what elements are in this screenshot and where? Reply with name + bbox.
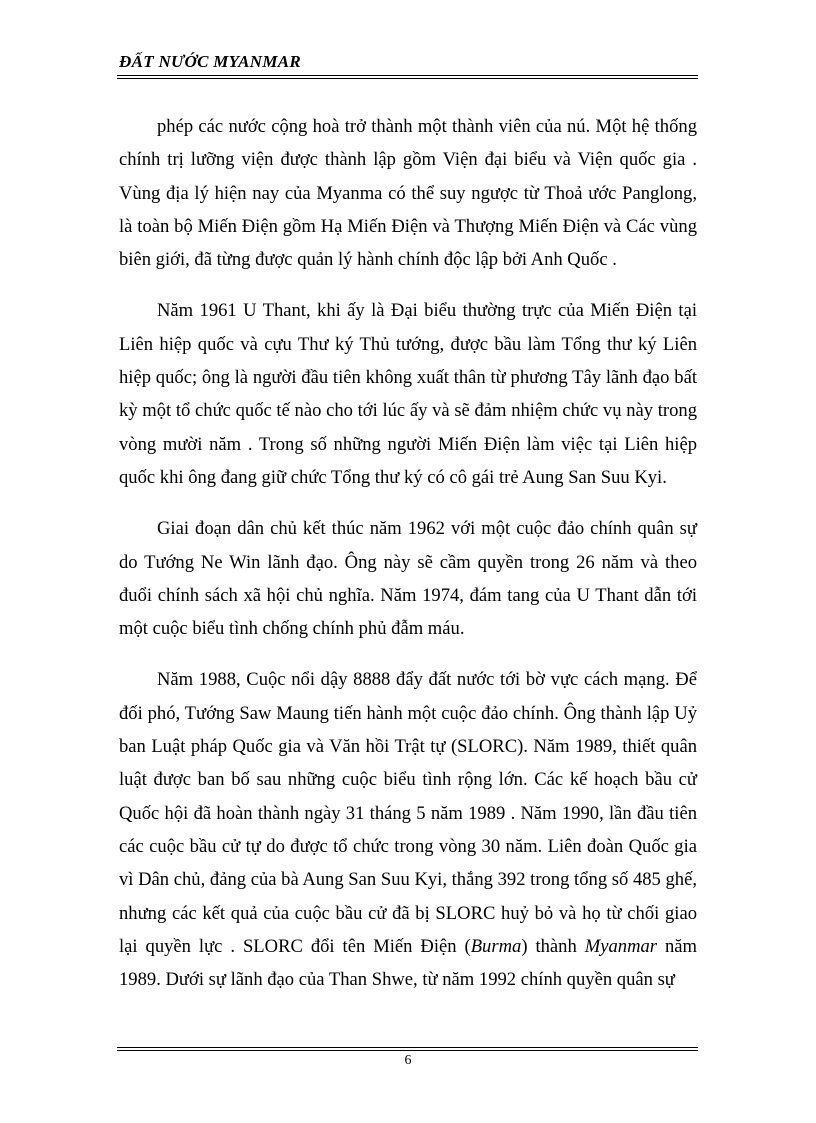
- paragraph-4-text-middle: ) thành: [521, 935, 585, 957]
- paragraph-4-text-before: Năm 1988, Cuộc nổi dậy 8888 đẩy đất nước tới bờ vực cách mạng. Để đối phó, Tướng Saw Maung tiến hành một cuộc đảo chính. Ông thành lập Uỷ ban Luật pháp Quốc gia và Văn hồi Trật tự (SLORC). Năm 1989, thiết quân luật được ban bố sau những cuộc biểu tình rộng lớn. Các kế hoạch bầu cử Quốc hội đã hoàn thành ngày 31 tháng 5 năm 1989 . Năm 1990, lần đầu tiên các cuộc bầu cử tự do được tổ chức trong vòng 30 năm. Liên đoàn Quốc gia vì Dân chủ, đảng của bà Aung San Suu Kyi, thắng 392 trong tổng số 485 ghế, nhưng các kết quả của cuộc bầu cử đã bị SLORC huỷ bỏ và họ từ chối giao lại quyền lực . SLORC đổi tên Miến Điện (: [119, 669, 697, 957]
- paragraph-2: Năm 1961 U Thant, khi ấy là Đại biểu thường trực của Miến Điện tại Liên hiệp quốc và cựu Thư ký Thủ tướng, được bầu làm Tổng thư ký Liên hiệp quốc; ông là người đầu tiên không xuất thân từ phương Tây lãnh đạo bất kỳ một tổ chức quốc tế nào cho tới lúc ấy và sẽ đảm nhiệm chức vụ này trong vòng mười năm . Trong số những người Miến Điện làm việc tại Liên hiệp quốc khi ông đang giữ chức Tổng thư ký có cô gái trẻ Aung San Suu Kyi.: [119, 300, 697, 488]
- header-rule-top: [117, 75, 698, 76]
- paragraph-4: [119, 663, 697, 996]
- term-burma: Burma: [470, 935, 522, 957]
- footer-rule-top: [117, 1047, 698, 1048]
- header-rule-bottom: [117, 78, 698, 79]
- paragraph-3: Giai đoạn dân chủ kết thúc năm 1962 với một cuộc đảo chính quân sự do Tướng Ne Win lãnh đạo. Ông này sẽ cầm quyền trong 26 năm và theo đuổi chính sách xã hội chủ nghĩa. Năm 1974, đám tang của U Thant dẫn tới một cuộc biểu tình chống chính phủ đẫm máu.: [119, 518, 697, 640]
- term-myanmar: Myanmar: [584, 935, 658, 957]
- paragraph-1: phép các nước cộng hoà trở thành một thành viên của nú. Một hệ thống chính trị lưỡng viện được thành lập gồm Viện đại biểu và Viện quốc gia . Vùng địa lý hiện nay của Myanma có thể suy ngược từ Thoả ước Panglong, là toàn bộ Miến Điện gồm Hạ Miến Điện và Thượng Miến Điện và Các vùng biên giới, đã từng được quản lý hành chính độc lập bởi Anh Quốc .: [119, 116, 697, 271]
- page-header-title: ĐẤT NƯỚC MYANMAR: [119, 52, 302, 71]
- footer-rule-bottom: [117, 1050, 698, 1051]
- page-number: 6: [404, 1053, 412, 1068]
- paragraph-4-text-after: năm 1989. Dưới sự lãnh đạo của Than Shwe, từ năm 1992 chính quyền quân sự: [119, 935, 697, 991]
- document-body: [119, 110, 697, 996]
